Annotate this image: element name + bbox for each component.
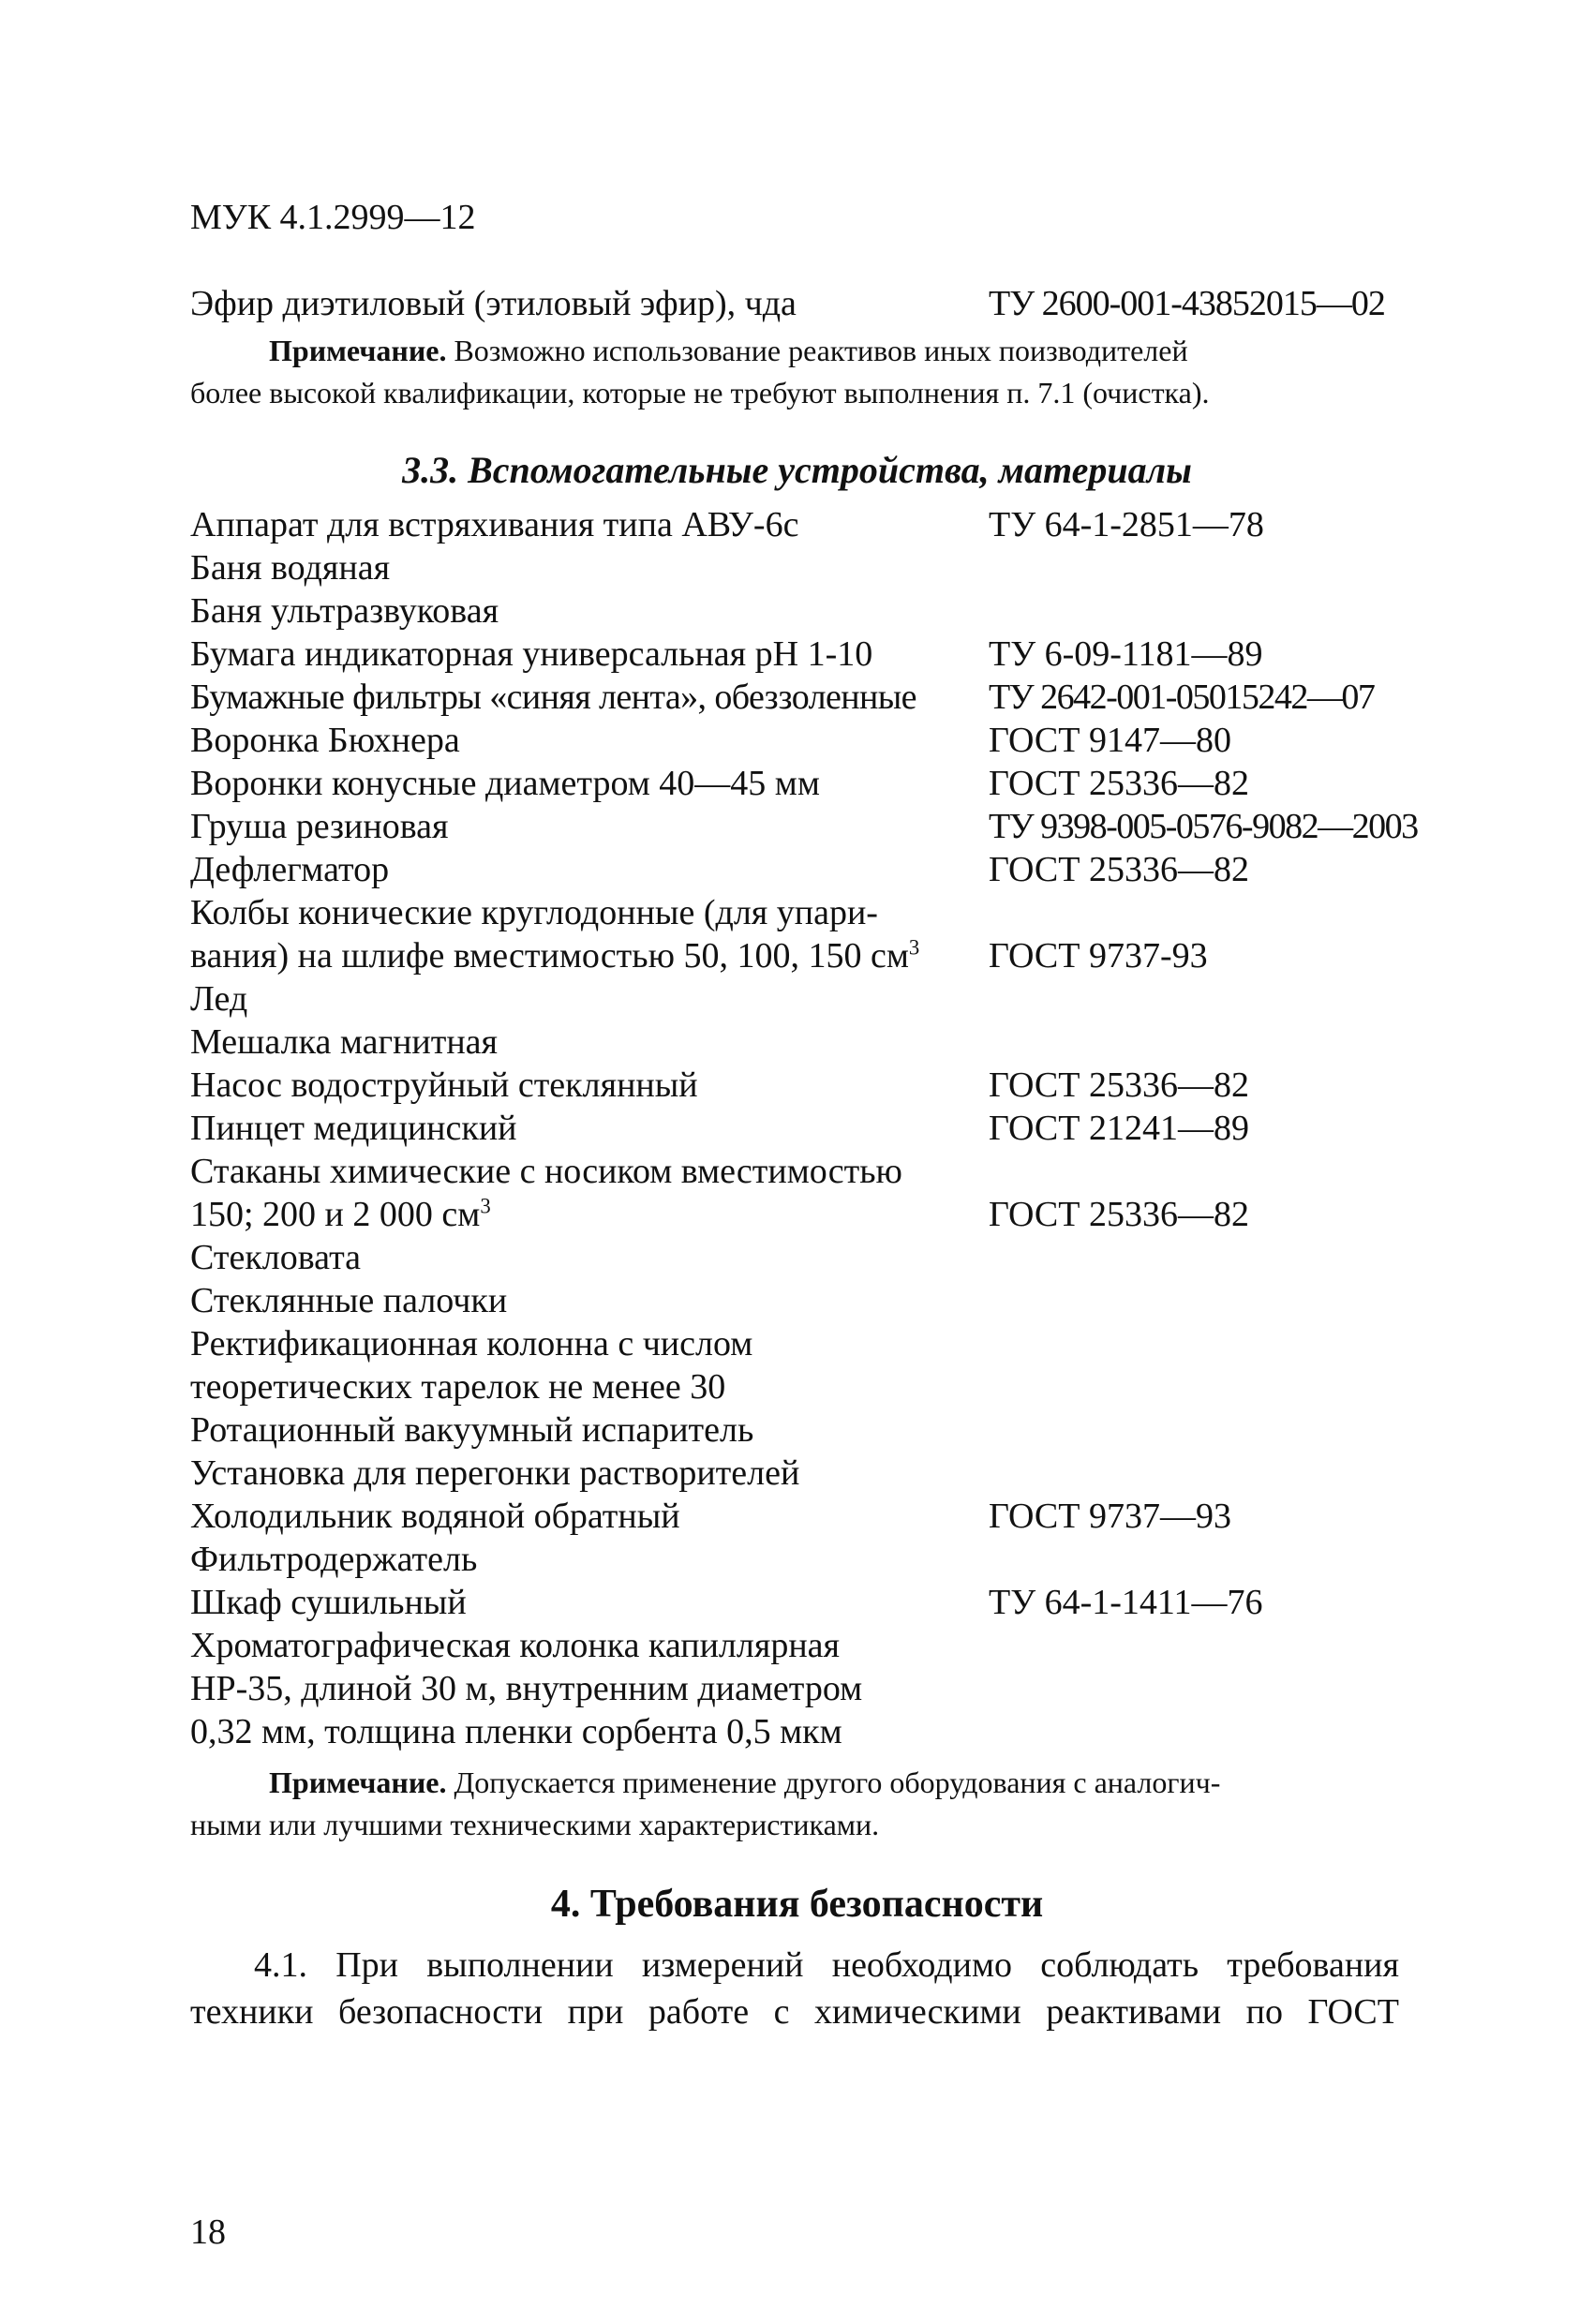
- equipment-name: [190, 1581, 467, 1624]
- equipment-row: [190, 1495, 1502, 1538]
- equipment-name: [190, 1624, 840, 1667]
- equipment-name: [190, 1107, 517, 1150]
- reagent-standard: ТУ 2600-001-43852015—02: [989, 284, 1385, 323]
- equipment-name: [190, 1667, 862, 1710]
- equipment-standard: ГОСТ 9737—93: [989, 1497, 1231, 1536]
- note-label: Примечание.: [269, 334, 447, 367]
- equipment-row: [190, 848, 1502, 891]
- equipment-name-text: Установка для перегонки растворителей: [190, 1453, 800, 1493]
- equipment-name: [190, 891, 878, 934]
- document-code: МУК 4.1.2999—12: [190, 198, 476, 237]
- equipment-name: [190, 589, 499, 633]
- equipment-name-text: Насос водоструйный стеклянный: [190, 1065, 698, 1105]
- equipment-row: [190, 1581, 1502, 1624]
- equipment-name-text: Мешалка магнитная: [190, 1022, 499, 1062]
- equipment-name-text: Баня ультразвуковая: [190, 591, 499, 631]
- equipment-row: [190, 1408, 1502, 1452]
- equipment-name: [190, 676, 916, 719]
- equipment-name-text: теоретических тарелок не менее 30: [190, 1367, 726, 1407]
- section-title-3-3: 3.3. Вспомогательные устройства, материалы: [402, 449, 1192, 491]
- equipment-standard: ГОСТ 9737-93: [989, 936, 1208, 976]
- note-line-1: [190, 1762, 1399, 1804]
- equipment-name-text: Холодильник водяной обратный: [190, 1497, 680, 1536]
- equipment-name: [190, 1710, 842, 1753]
- equipment-name-text: Шкаф сушильный: [190, 1583, 467, 1622]
- equipment-name: [190, 503, 798, 546]
- equipment-row: [190, 503, 1502, 546]
- equipment-name: [190, 719, 460, 762]
- equipment-row: [190, 546, 1502, 589]
- equipment-name-text: Дефлегматор: [190, 850, 390, 889]
- equipment-name-text: Стекловата: [190, 1238, 362, 1277]
- equipment-standard: ТУ 6-09-1181—89: [989, 634, 1263, 674]
- equipment-name-text: Стаканы химические с носиком вместимостью: [190, 1152, 902, 1191]
- equipment-standard: ТУ 64-1-2851—78: [989, 505, 1264, 544]
- equipment-name: [190, 805, 449, 848]
- equipment-row: [190, 1322, 1502, 1365]
- equipment-name: [190, 1452, 799, 1495]
- equipment-row: [190, 977, 1502, 1020]
- safety-paragraph: [190, 1942, 1399, 2035]
- equipment-name-text: Ротационный вакуумный испаритель: [190, 1410, 754, 1450]
- equipment-name: [190, 1495, 680, 1538]
- equipment-row: [190, 1236, 1502, 1279]
- equipment-name-text: Воронка Бюхнера: [190, 721, 460, 760]
- equipment-row: [190, 1667, 1502, 1710]
- equipment-name-text: Лед: [190, 979, 248, 1019]
- equipment-name: [190, 1193, 491, 1236]
- equipment-name: [190, 1279, 507, 1322]
- note-text: Допускается применение другого оборудования с аналогич-: [446, 1765, 1221, 1799]
- equipment-row: [190, 633, 1502, 676]
- unit-superscript: 3: [908, 935, 920, 960]
- note-equipment: [190, 1762, 1399, 1846]
- reagent-name: Эфир диэтиловый (этиловый эфир), чда: [190, 284, 797, 323]
- equipment-name-text: Пинцет медицинский: [190, 1109, 517, 1148]
- equipment-name: [190, 633, 872, 676]
- equipment-row: [190, 1710, 1502, 1753]
- equipment-row: [190, 1279, 1502, 1322]
- equipment-name-text: Аппарат для встряхивания типа АВУ-6с: [190, 505, 799, 544]
- equipment-standard: ГОСТ 25336—82: [989, 1065, 1249, 1105]
- equipment-name-text: Колбы конические круглодонные (для упари-: [190, 893, 878, 932]
- equipment-name-text: Бумажные фильтры «синяя лента», обеззоленные: [190, 678, 916, 717]
- equipment-row: [190, 1150, 1502, 1193]
- note-text: Возможно использование реактивов иных поизводителей: [446, 334, 1188, 367]
- equipment-name-text: НР-35, длиной 30 м, внутренним диаметром: [190, 1669, 863, 1708]
- equipment-row: [190, 1020, 1502, 1064]
- equipment-list: [190, 503, 1502, 1753]
- equipment-name: [190, 1064, 698, 1107]
- equipment-row: [190, 676, 1502, 719]
- equipment-row: [190, 1624, 1502, 1667]
- section-title-4: 4. Требования безопасности: [550, 1883, 1044, 1926]
- equipment-name: [190, 934, 919, 977]
- equipment-row: [190, 1538, 1502, 1581]
- equipment-name: [190, 546, 390, 589]
- note-line-2: ными или лучшими техническими характеристиками.: [190, 1808, 880, 1841]
- equipment-name-text: Груша резиновая: [190, 807, 449, 846]
- equipment-row: [190, 805, 1502, 848]
- unit-superscript: 3: [480, 1194, 491, 1218]
- equipment-name-text: 150; 200 и 2 000 см: [190, 1195, 481, 1234]
- equipment-name: [190, 1236, 361, 1279]
- paragraph-line-1: 4.1. При выполнении измерений необходимо соблюдать требования: [254, 1945, 1399, 1985]
- equipment-name: [190, 848, 389, 891]
- equipment-row: [190, 1107, 1502, 1150]
- note-label: Примечание.: [269, 1765, 447, 1799]
- paragraph-line-2: техники безопасности при работе с химическими реактивами по ГОСТ: [190, 1992, 1399, 2032]
- equipment-name-text: Ректификационная колонна с числом: [190, 1324, 753, 1363]
- equipment-row: [190, 762, 1502, 805]
- note-line-2: более высокой квалификации, которые не требуют выполнения п. 7.1 (очистка).: [190, 376, 1210, 410]
- equipment-name-text: Фильтродержатель: [190, 1540, 478, 1579]
- equipment-name-text: Бумага индикаторная универсальная рН 1-10: [190, 634, 873, 674]
- equipment-standard: ТУ 2642-001-05015242—07: [989, 678, 1375, 717]
- equipment-name: [190, 977, 247, 1020]
- equipment-name-text: 0,32 мм, толщина пленки сорбента 0,5 мкм: [190, 1712, 842, 1751]
- equipment-name: [190, 762, 820, 805]
- equipment-name-text: Хроматографическая колонка капиллярная: [190, 1626, 841, 1665]
- equipment-row: [190, 1452, 1502, 1495]
- equipment-name: [190, 1322, 752, 1365]
- page-number: 18: [190, 2212, 226, 2252]
- note-line-1: [190, 330, 1399, 372]
- equipment-standard: ТУ 9398-005-0576-9082—2003: [989, 807, 1418, 846]
- equipment-standard: ГОСТ 25336—82: [989, 764, 1249, 803]
- equipment-name: [190, 1150, 902, 1193]
- equipment-name-text: Стеклянные палочки: [190, 1281, 508, 1320]
- equipment-row: [190, 1193, 1502, 1236]
- equipment-standard: ТУ 64-1-1411—76: [989, 1583, 1263, 1622]
- equipment-row: [190, 934, 1502, 977]
- equipment-row: [190, 719, 1502, 762]
- equipment-standard: ГОСТ 25336—82: [989, 1195, 1249, 1234]
- note-reagents: [190, 330, 1399, 414]
- equipment-row: [190, 589, 1502, 633]
- equipment-name: [190, 1365, 725, 1408]
- equipment-name: [190, 1020, 498, 1064]
- equipment-standard: ГОСТ 9147—80: [989, 721, 1231, 760]
- equipment-name: [190, 1408, 753, 1452]
- equipment-name-text: вания) на шлифе вместимостью 50, 100, 150 см: [190, 936, 909, 976]
- equipment-name-text: Воронки конусные диаметром 40—45 мм: [190, 764, 820, 803]
- equipment-row: [190, 1365, 1502, 1408]
- equipment-standard: ГОСТ 25336—82: [989, 850, 1249, 889]
- equipment-row: [190, 891, 1502, 934]
- equipment-standard: ГОСТ 21241—89: [989, 1109, 1249, 1148]
- equipment-name: [190, 1538, 477, 1581]
- equipment-row: [190, 1064, 1502, 1107]
- equipment-name-text: Баня водяная: [190, 548, 391, 588]
